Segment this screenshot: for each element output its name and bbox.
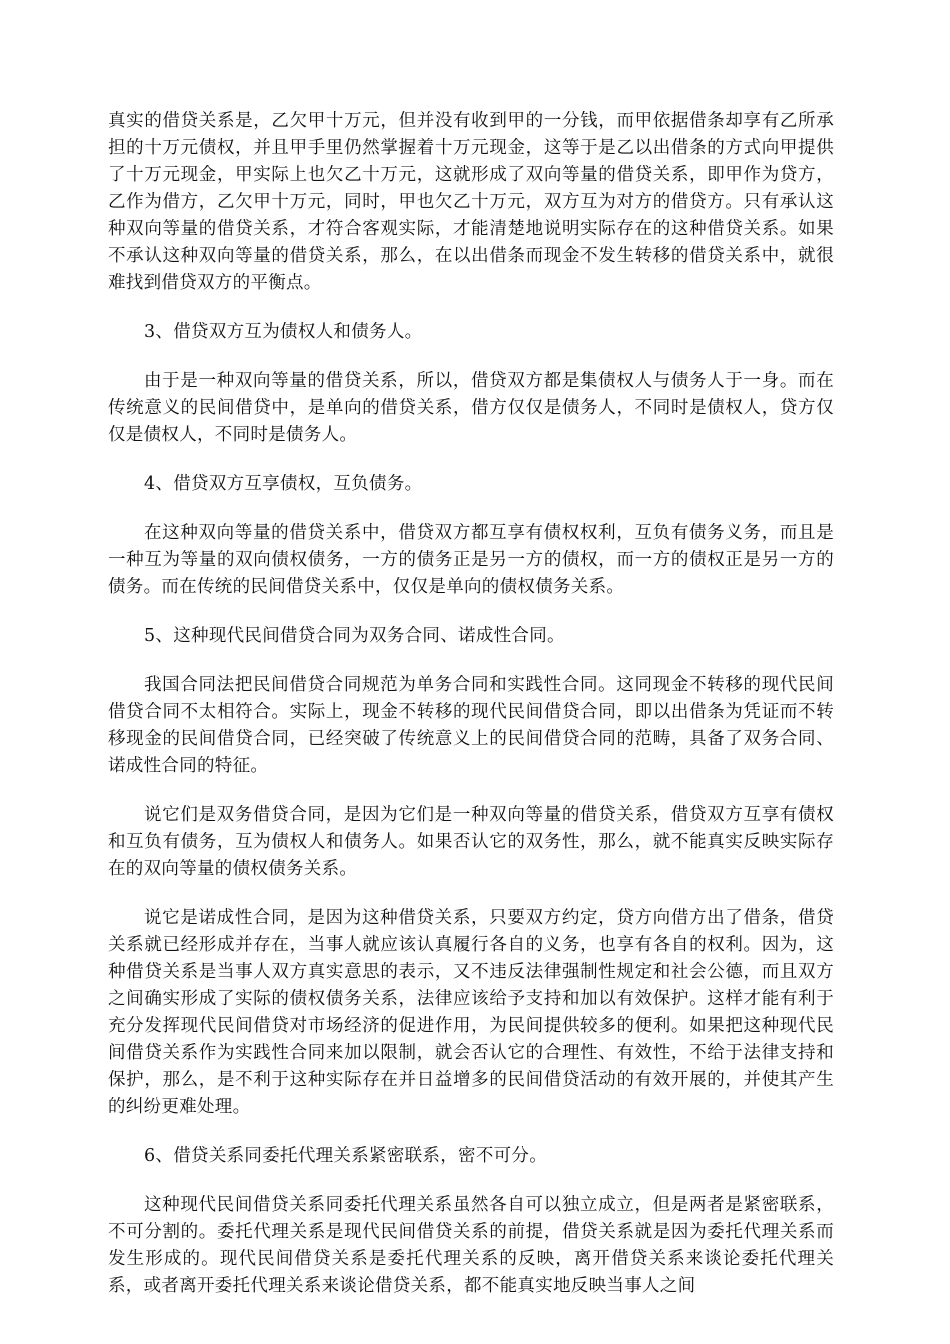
section-heading-3: 3、借贷双方互为债权人和债务人。 xyxy=(144,322,423,342)
paragraph-continued: 真实的借贷关系是，乙欠甲十万元，但并没有收到甲的一分钱，而甲依据借条却享有乙所承担的十万元债权，并且甲手里仍然掌握着十万元现金，这等于是乙以出借条的方式向甲提供了十万元现金，甲实际上也欠乙十万元，这就形成了双向等量的借贷关系，即甲作为贷方，乙作为借方，乙欠甲十万元，同时，甲也欠乙十万元，双方互为对方的借贷方。只有承认这种双向等量的借贷关系，才符合客观实际，才能清楚地说明实际存在的这种借贷关系。如果不承认这种双向等量的借贷关系，那么，在以出借条而现金不发生转移的借贷关系中，就很难找到借贷双方的平衡点。 xyxy=(108,111,834,293)
section-heading-5: 5、这种现代民间借贷合同为双务合同、诺成性合同。 xyxy=(144,626,565,646)
paragraph: 我国合同法把民间借贷合同规范为单务合同和实践性合同。这同现金不转移的现代民间借贷合同不太相符合。实际上，现金不转移的现代民间借贷合同，即以出借条为凭证而不转移现金的民间借贷合同，已经突破了传统意义上的民间借贷合同的范畴，具备了双务合同、诺成性合同的特征。 xyxy=(108,675,834,776)
paragraph: 在这种双向等量的借贷关系中，借贷双方都互享有债权权利，互负有债务义务，而且是一种互为等量的双向债权债务，一方的债务正是另一方的债权，而一方的债权正是另一方的债务。而在传统的民间借贷关系中，仅仅是单向的债权债务关系。 xyxy=(108,523,834,597)
paragraph: 由于是一种双向等量的借贷关系，所以，借贷双方都是集债权人与债务人于一身。而在传统意义的民间借贷中，是单向的借贷关系，借方仅仅是债务人，不同时是债权人，贷方仅仅是债权人，不同时是债务人。 xyxy=(108,371,834,445)
section-heading-6: 6、借贷关系同委托代理关系紧密联系，密不可分。 xyxy=(144,1146,548,1166)
paragraph: 说它是诺成性合同，是因为这种借贷关系，只要双方约定，贷方向借方出了借条，借贷关系就已经形成并存在，当事人就应该认真履行各自的义务，也享有各自的权利。因为，这种借贷关系是当事人双方真实意思的表示，又不违反法律强制性规定和社会公德，而且双方之间确实形成了实际的债权债务关系，法律应该给予支持和加以有效保护。这样才能有利于充分发挥现代民间借贷对市场经济的促进作用，为民间提供较多的便利。如果把这种现代民间借贷关系作为实践性合同来加以限制，就会否认它的合理性、有效性，不给于法律支持和保护，那么，是不利于这种实际存在并日益增多的民间借贷活动的有效开展的，并使其产生的纠纷更难处理。 xyxy=(108,908,834,1117)
paragraph: 这种现代民间借贷关系同委托代理关系虽然各自可以独立成立，但是两者是紧密联系，不可分割的。委托代理关系是现代民间借贷关系的前提，借贷关系就是因为委托代理关系而发生形成的。现代民间借贷关系是委托代理关系的反映，离开借贷关系来谈论委托代理关系，或者离开委托代理关系来谈论借贷关系，都不能真实地反映当事人之间 xyxy=(108,1195,834,1296)
paragraph: 说它们是双务借贷合同，是因为它们是一种双向等量的借贷关系，借贷双方互享有债权和互负有债务，互为债权人和债务人。如果否认它的双务性，那么，就不能真实反映实际存在的双向等量的债权债务关系。 xyxy=(108,805,834,879)
document-body xyxy=(108,108,834,1322)
section-heading-4: 4、借贷双方互享债权，互负债务。 xyxy=(144,474,423,494)
